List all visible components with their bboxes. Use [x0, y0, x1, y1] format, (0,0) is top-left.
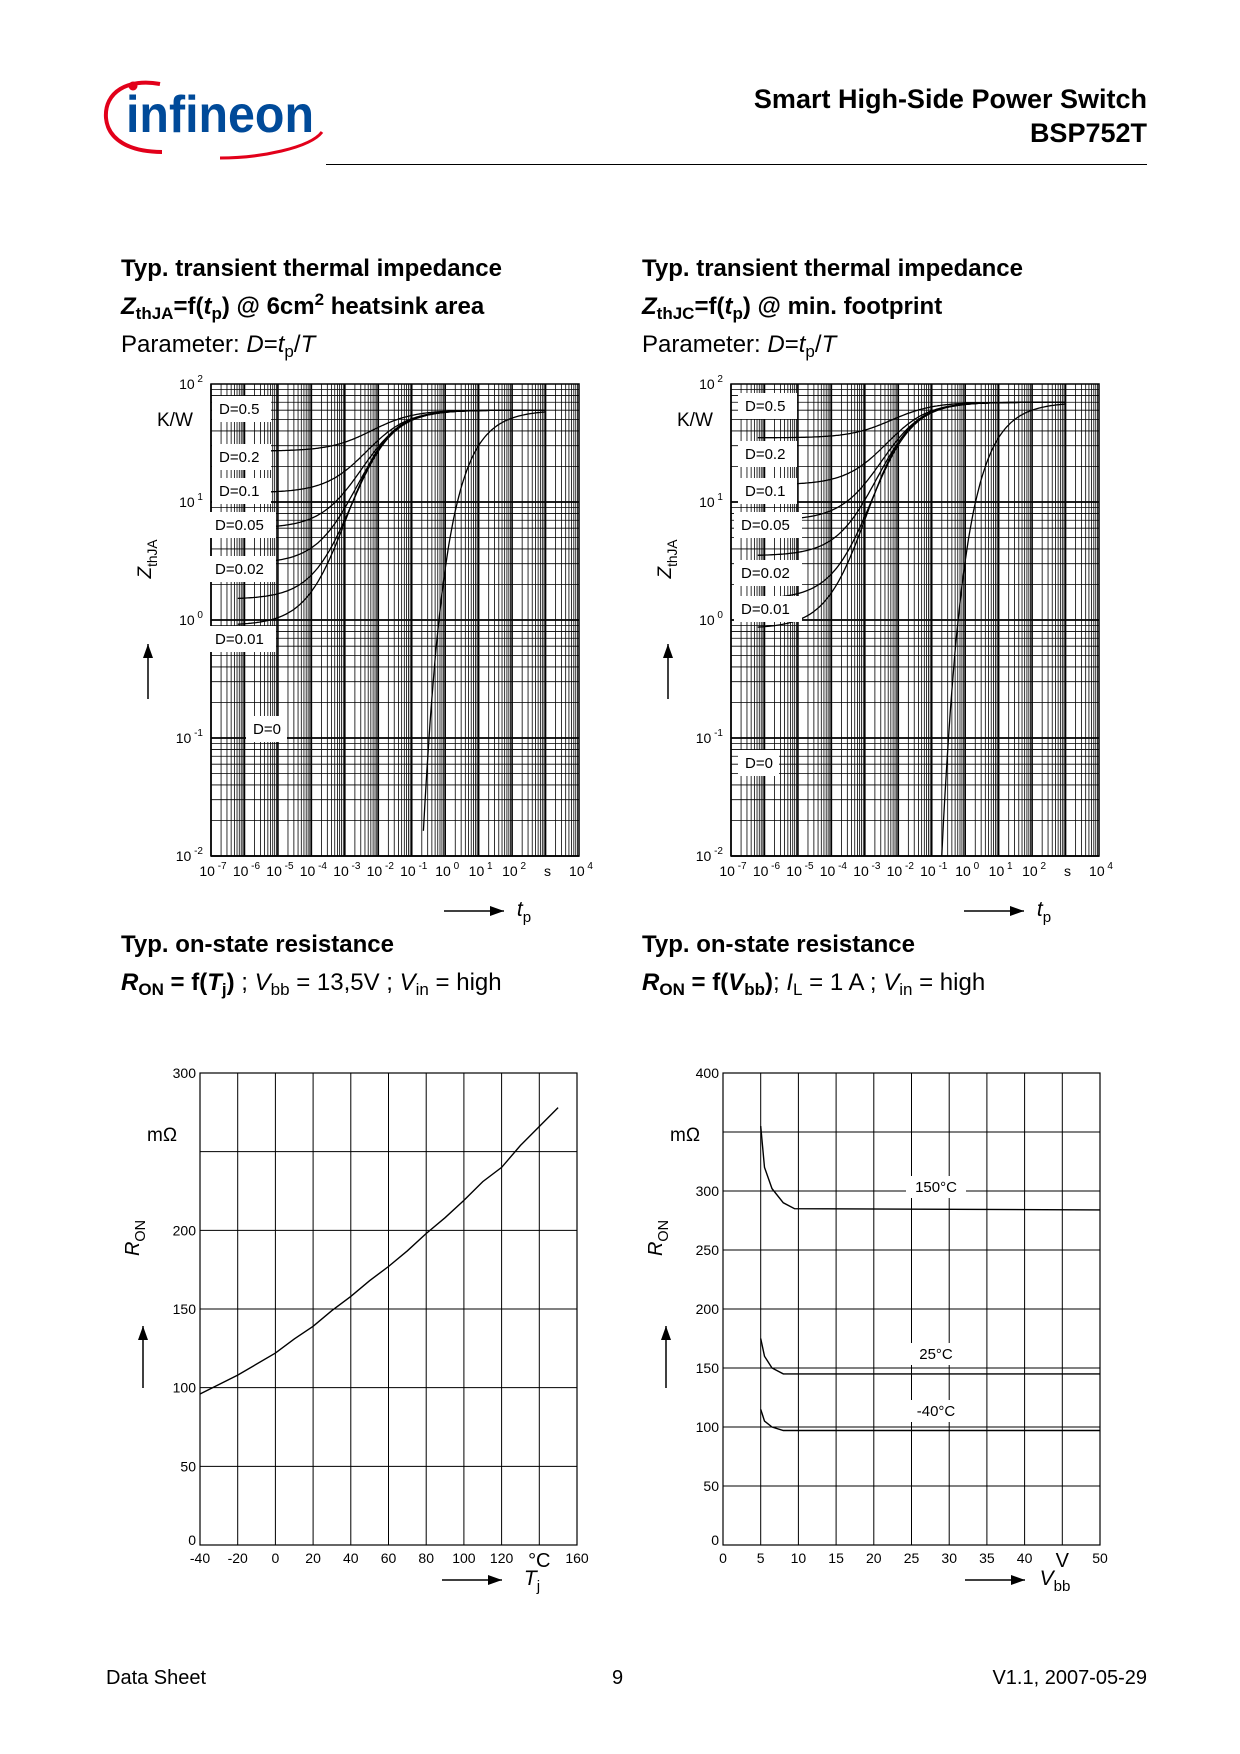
- y-tick-label: 50: [703, 1478, 719, 1494]
- x-tick-label: 0: [719, 1550, 727, 1566]
- x-tick-label: 10 $^2$: [1022, 861, 1047, 879]
- x-tick-label: 10 $^4$: [569, 861, 593, 879]
- y-tick-label: 200: [172, 1222, 196, 1239]
- series-label: D=0.5: [745, 398, 786, 415]
- series-label: -40°C: [916, 1403, 956, 1420]
- caption-zthja: Typ. transient thermal impedance $Z_{thJA}=f(t_p)$ @ $6cm^2$ heatsink area Parameter: $D=t_p/T$: [121, 255, 502, 361]
- x-axis-label: $t_p$: [516, 898, 532, 926]
- caption-ron-vbb: Typ. on-state resistance $R_{ON} = f(V_{bb})$; $I_L = 1$ A ; $V_{in}$ = high: [642, 931, 986, 999]
- x-tick-label: 10 $^{-6}$: [752, 861, 781, 879]
- series-label: D=0.01: [215, 631, 264, 648]
- series-label: D=0.01: [741, 601, 790, 618]
- y-tick-label: 10 $^1$: [699, 492, 723, 510]
- x-tick-label: 50: [1092, 1550, 1108, 1566]
- footer-right: V1.1, 2007-05-29: [992, 1667, 1147, 1689]
- y-tick-label: 100: [172, 1379, 196, 1396]
- x-tick-label: 40: [343, 1550, 359, 1566]
- series-label: D=0.2: [745, 446, 786, 463]
- x-tick-label: 10 $^{-6}$: [232, 861, 261, 879]
- x-tick-label: 10 $^{-1}$: [920, 861, 948, 879]
- x-tick-label: 10 $^{-3}$: [333, 861, 361, 879]
- y-tick-label: 200: [695, 1301, 719, 1317]
- x-tick-label: 100: [452, 1550, 476, 1566]
- title-line-1: Smart High-Side Power Switch: [753, 84, 1147, 114]
- x-tick-label: 35: [979, 1550, 995, 1566]
- caption-title: Typ. on-state resistance: [121, 931, 394, 958]
- x-tick-label: V: [1055, 1550, 1069, 1572]
- x-tick-label: -20: [227, 1550, 248, 1566]
- x-axis-label: $t_p$: [1036, 898, 1052, 926]
- y-unit-label: mΩ: [147, 1125, 178, 1146]
- x-tick-label: °C: [528, 1550, 551, 1572]
- y-axis-label: $Z_{thJA}$: [655, 539, 680, 579]
- series-label: D=0: [745, 755, 773, 772]
- x-tick-label: 10 $^{-3}$: [853, 861, 881, 879]
- y-unit-label: K/W: [677, 410, 713, 431]
- y-tick-label: 10 $^{-2}$: [175, 846, 203, 864]
- y-tick-label: 0: [711, 1532, 719, 1548]
- x-tick-label: 80: [418, 1550, 434, 1566]
- y-tick-label: 50: [180, 1458, 196, 1475]
- x-tick-label: 30: [941, 1550, 957, 1566]
- x-tick-label: 10 $^0$: [435, 861, 460, 879]
- x-tick-label: 25: [903, 1550, 920, 1566]
- x-tick-label: 10 $^{-5}$: [266, 861, 294, 879]
- y-tick-label: 10 $^0$: [699, 610, 723, 628]
- series-label: D=0.1: [219, 483, 260, 500]
- x-tick-label: 10 $^2$: [502, 861, 527, 879]
- y-unit-label: K/W: [157, 410, 193, 431]
- series-label: D=0.2: [219, 449, 260, 466]
- series-label: D=0.02: [741, 565, 790, 582]
- y-tick-label: 100: [695, 1419, 719, 1435]
- x-axis-arrow-head: [1011, 1575, 1025, 1585]
- y-tick-label: 150: [172, 1301, 196, 1317]
- x-tick-label: 20: [305, 1550, 321, 1566]
- x-tick-label: 10 $^0$: [955, 861, 980, 879]
- x-tick-label: s: [544, 863, 552, 879]
- series-label: D=0.5: [219, 401, 260, 418]
- x-tick-label: 10 $^{-2}$: [886, 861, 914, 879]
- y-tick-label: 300: [172, 1065, 196, 1081]
- x-tick-label: 10 $^1$: [468, 861, 493, 879]
- y-tick-label: 10 $^0$: [179, 610, 203, 628]
- x-tick-label: 10 $^{-4}$: [819, 861, 847, 879]
- series-label: D=0.1: [745, 483, 786, 500]
- series-label: D=0.02: [215, 561, 264, 578]
- y-tick-label: 10 $^{-1}$: [175, 728, 203, 746]
- x-tick-label: 160: [565, 1550, 589, 1566]
- series-label: 150°C: [915, 1179, 957, 1196]
- plot-area: [723, 1073, 1100, 1545]
- caption-ron-tj: Typ. on-state resistance $R_{ON} = f(T_j)$ ; $V_{bb} = 13,5V$ ; $V_{in}$ = high: [121, 931, 502, 999]
- y-tick-label: 10 $^2$: [699, 374, 723, 392]
- y-unit-label: mΩ: [670, 1125, 701, 1146]
- logo-text: infineon: [126, 86, 314, 144]
- x-tick-label: 10 $^{-7}$: [199, 861, 227, 879]
- y-tick-label: 10 $^1$: [179, 492, 203, 510]
- caption-title: Typ. transient thermal impedance: [121, 255, 502, 282]
- caption-title: Typ. transient thermal impedance: [642, 255, 1023, 282]
- x-tick-label: s: [1064, 863, 1072, 879]
- y-tick-label: 400: [695, 1065, 719, 1081]
- caption-title: Typ. on-state resistance: [642, 931, 915, 958]
- series-label: D=0.05: [215, 517, 264, 534]
- x-tick-label: 15: [828, 1550, 844, 1566]
- x-tick-label: 10: [790, 1550, 807, 1566]
- y-tick-label: 250: [695, 1242, 719, 1258]
- y-axis-arrow-head: [661, 1326, 671, 1340]
- x-tick-label: 10 $^4$: [1089, 861, 1113, 879]
- title-line-2: BSP752T: [1029, 118, 1147, 148]
- x-tick-label: 40: [1016, 1550, 1033, 1566]
- footer-left: Data Sheet: [106, 1667, 207, 1689]
- x-tick-label: -40: [189, 1550, 211, 1566]
- y-tick-label: 10 $^{-1}$: [695, 728, 723, 746]
- series-label: D=0: [253, 721, 281, 738]
- x-tick-label: 10 $^{-2}$: [366, 861, 394, 879]
- y-tick-label: 10 $^{-2}$: [695, 846, 723, 864]
- y-axis-label: $Z_{thJA}$: [135, 539, 160, 579]
- page-number: 9: [612, 1667, 624, 1689]
- x-tick-label: 10 $^{-1}$: [400, 861, 428, 879]
- y-tick-label: 150: [695, 1360, 719, 1376]
- y-axis-label: $R_{ON}$: [645, 1219, 672, 1257]
- y-axis-label: $R_{ON}$: [122, 1219, 149, 1257]
- x-tick-label: 10 $^1$: [988, 861, 1013, 879]
- y-tick-label: 300: [695, 1183, 719, 1199]
- series-label: D=0.05: [741, 517, 790, 534]
- x-axis-label: $V_{bb}$: [1039, 1567, 1071, 1595]
- x-tick-label: 120: [489, 1550, 514, 1566]
- x-tick-label: 10 $^{-7}$: [719, 861, 747, 879]
- caption-zthjc: Typ. transient thermal impedance $Z_{thJC}=f(t_p)$ @ min. footprint Parameter: $D=t_p/T$: [642, 255, 1023, 361]
- x-axis-label: $T_j$: [523, 1567, 541, 1595]
- x-tick-label: 10 $^{-4}$: [299, 861, 327, 879]
- x-tick-label: 60: [380, 1550, 397, 1566]
- series-label: 25°C: [919, 1346, 953, 1363]
- x-tick-label: 0: [271, 1550, 280, 1566]
- x-tick-label: 20: [866, 1550, 882, 1566]
- y-tick-label: 10 $^2$: [179, 374, 203, 392]
- y-tick-label: 0: [188, 1532, 196, 1548]
- x-tick-label: 5: [756, 1550, 765, 1566]
- x-tick-label: 10 $^{-5}$: [786, 861, 814, 879]
